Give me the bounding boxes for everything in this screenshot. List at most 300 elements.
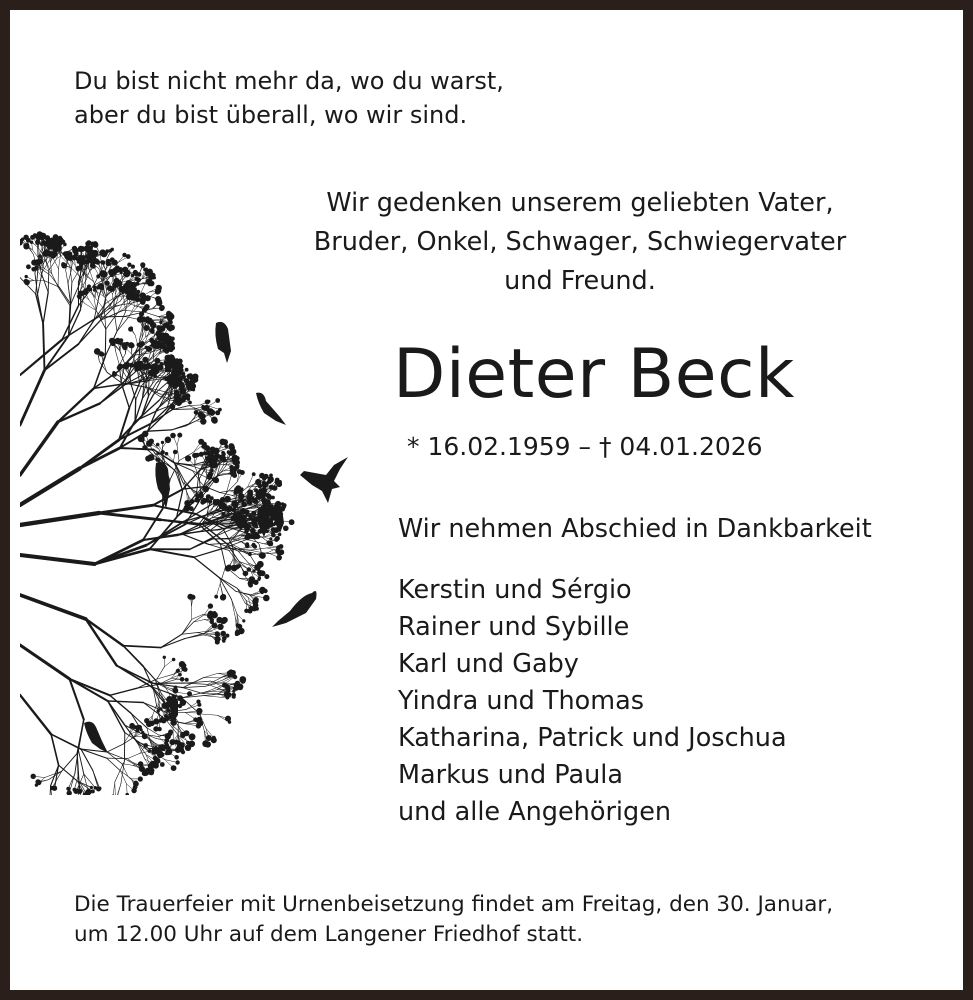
blossom (158, 326, 162, 330)
blossom (176, 740, 181, 745)
blossom (228, 451, 233, 456)
blossom (180, 700, 186, 706)
blossom (278, 533, 282, 537)
mourner-entry: Markus und Paula (398, 760, 623, 790)
tree-branch (182, 534, 209, 545)
blossom (212, 736, 216, 740)
tree-branch (99, 505, 153, 513)
blossom (190, 595, 195, 600)
blossom (52, 786, 57, 791)
blossom (43, 241, 48, 246)
blossom (142, 294, 146, 298)
tree-branch (115, 782, 116, 795)
blossom (50, 253, 56, 259)
blossom (140, 728, 143, 731)
blossom (170, 433, 176, 439)
blossom (168, 328, 172, 332)
tree-branch (20, 370, 45, 425)
blossom (150, 761, 155, 766)
blossom (184, 730, 190, 736)
blossom (247, 524, 251, 528)
blossom (72, 255, 78, 261)
blossom (205, 487, 209, 491)
blossom (187, 691, 192, 696)
blossom (136, 278, 141, 283)
blossom (90, 786, 93, 789)
blossom (139, 434, 143, 438)
blossom (160, 762, 165, 767)
blossom (233, 675, 237, 679)
blossom (146, 770, 151, 775)
blossom (54, 238, 60, 244)
blossom (180, 677, 185, 682)
blossom (118, 286, 125, 293)
blossom (200, 500, 205, 505)
tree-branch (128, 753, 140, 758)
tree-branch (203, 635, 216, 637)
blossom (170, 337, 174, 341)
blossom (133, 287, 137, 291)
tree-branch (229, 550, 239, 563)
blossom (143, 445, 148, 450)
blossom (24, 279, 30, 285)
blossom (202, 442, 207, 447)
blossom (220, 631, 226, 637)
blossom (27, 238, 30, 241)
blossom (35, 234, 39, 238)
blossom (149, 281, 155, 287)
blossom (117, 365, 122, 370)
blossom (174, 399, 179, 404)
tree-branch (103, 362, 107, 372)
blossom (248, 581, 253, 586)
tree-branch (123, 646, 161, 648)
blossom (173, 688, 179, 694)
blossom (40, 243, 43, 246)
blossom (253, 597, 259, 603)
blossom (120, 271, 123, 274)
blossom (275, 478, 280, 483)
tree-branch (41, 273, 48, 293)
tree-branch (196, 472, 199, 494)
blossom (205, 400, 210, 405)
blossom (264, 574, 269, 579)
tree-branch (101, 310, 124, 320)
tree-branch (123, 646, 143, 667)
tree-branch (200, 714, 218, 715)
blossom (212, 418, 218, 424)
blossom (72, 247, 76, 251)
blossom (31, 774, 36, 779)
tree-branch (107, 758, 121, 771)
blossom (263, 595, 270, 602)
blossom (252, 533, 255, 536)
blossom (26, 264, 31, 269)
blossom (231, 565, 238, 572)
blossom (127, 295, 131, 299)
mourner-entry: Karl und Gaby (398, 649, 579, 679)
blossom (131, 265, 135, 269)
blossom (39, 260, 43, 264)
blossom (189, 733, 196, 740)
tree-branch (122, 764, 128, 777)
blossom (247, 567, 252, 572)
blossom (267, 519, 273, 525)
tree-branch (20, 555, 95, 564)
blossom (42, 251, 47, 256)
intro-text (280, 184, 880, 301)
blossom (185, 455, 191, 461)
blossom (38, 254, 42, 258)
tree-branch (86, 619, 117, 666)
blossom (253, 545, 257, 549)
blossom (86, 261, 89, 264)
blossom (73, 788, 79, 794)
blossom (166, 340, 170, 344)
blossom (168, 344, 174, 350)
blossom (235, 632, 239, 636)
blossom (125, 793, 129, 795)
tree-branch (189, 405, 200, 406)
funeral-notice (74, 890, 833, 950)
blossom (268, 541, 274, 547)
blossom (165, 704, 169, 708)
blossom (260, 554, 264, 558)
tree-branch (51, 765, 59, 786)
tree-branch (117, 311, 126, 331)
blossom (159, 707, 162, 710)
tree-branch (48, 271, 49, 293)
blossom (266, 493, 271, 498)
blossom (43, 233, 46, 236)
blossom (274, 537, 279, 542)
blossom (261, 487, 267, 493)
blossom (188, 381, 191, 384)
blossom (105, 281, 110, 286)
tree-branch (116, 352, 120, 365)
blossom (227, 692, 232, 697)
mourner-entry: und alle Angehörigen (398, 797, 672, 827)
blossom (84, 246, 88, 250)
blossom (160, 717, 163, 720)
blossom (134, 368, 138, 372)
blossom (61, 240, 65, 244)
tree-branch (20, 695, 51, 734)
blossom (230, 471, 236, 477)
tree-branch (66, 270, 68, 283)
tree-branch (110, 688, 137, 695)
blossom (122, 345, 127, 350)
blossom (269, 485, 274, 490)
blossom (143, 743, 148, 748)
blossom (263, 589, 267, 593)
blossom (172, 658, 176, 662)
blossom (91, 789, 95, 793)
intro-line-2: Bruder, Onkel, Schwager, Schwiegervater (313, 227, 847, 257)
blossom (277, 550, 282, 555)
bird-icon (256, 393, 286, 425)
blossom (36, 240, 40, 244)
blossom (92, 241, 98, 247)
blossom (142, 431, 148, 437)
blossom (199, 492, 203, 496)
blossom (61, 263, 67, 269)
blossom (239, 676, 246, 683)
tree-branch (113, 782, 115, 795)
bird-icon (272, 591, 317, 627)
blossom (163, 656, 166, 659)
tree-branch (216, 584, 220, 597)
blossom (119, 338, 123, 342)
blossom (237, 489, 241, 493)
blossom (192, 453, 197, 458)
blossom (140, 300, 145, 305)
tree-branch (51, 734, 81, 749)
blossom (212, 623, 218, 629)
tree-branch (43, 324, 44, 370)
blossom (157, 364, 162, 369)
blossom (196, 700, 200, 704)
tree-branch (144, 312, 159, 317)
quote-line-2: aber du bist überall, wo wir sind. (74, 101, 468, 129)
blossom (109, 338, 115, 344)
tree-branch (99, 513, 161, 520)
tree-branch (68, 271, 71, 284)
blossom (124, 270, 130, 276)
blossom (233, 693, 236, 696)
blossom (148, 439, 153, 444)
tree-branch (20, 595, 86, 619)
blossom (150, 339, 155, 344)
blossom (251, 511, 256, 516)
blossom (220, 594, 226, 600)
blossom (276, 555, 282, 561)
tree-branch (185, 683, 208, 684)
blossom (181, 750, 185, 754)
blossom (106, 261, 111, 266)
blossom (231, 500, 237, 506)
blossom (58, 247, 62, 251)
hummingbird-icon (300, 457, 348, 503)
blossom (283, 526, 289, 532)
blossom (166, 313, 172, 319)
bird-icon (215, 322, 231, 363)
blossom (189, 506, 194, 511)
blossom (140, 341, 145, 346)
blossom (126, 280, 132, 286)
blossom (144, 325, 150, 331)
blossom (133, 725, 137, 729)
mourner-entry: Kerstin und Sérgio (398, 575, 632, 605)
tree-branch (182, 633, 198, 635)
blossom (224, 444, 228, 448)
blossom (142, 357, 148, 363)
tree-branch (129, 307, 137, 317)
tree-branch (177, 445, 179, 461)
blossom (206, 735, 212, 741)
blossom (157, 459, 160, 462)
blossom (138, 776, 143, 781)
tree-branch (183, 686, 206, 687)
intro-line-3: und Freund. (504, 266, 656, 296)
blossom (176, 669, 180, 673)
tree-branch (20, 513, 99, 525)
blossom (155, 288, 161, 294)
blossom (222, 439, 228, 445)
tree-branch (20, 277, 36, 294)
blossom (215, 457, 218, 460)
blossom (149, 721, 154, 726)
blossom (99, 351, 104, 356)
tree-branch (78, 720, 84, 750)
tree-branch (146, 382, 149, 396)
tree-branch (108, 701, 144, 703)
tree-branch (207, 685, 224, 692)
tree-branch (204, 673, 219, 677)
blossom (234, 686, 238, 690)
mourner-entry: Rainer und Sybille (398, 612, 630, 642)
tree-branch (58, 269, 59, 287)
blossom (209, 411, 214, 416)
tree-branch (38, 272, 43, 295)
blossom (49, 238, 54, 243)
tree-branch (117, 317, 129, 331)
blossom (289, 519, 295, 525)
mourners-list (398, 572, 787, 831)
mourner-entry: Yindra und Thomas (398, 686, 645, 716)
blossom (271, 496, 275, 500)
tree-branch (236, 591, 253, 595)
blossom (174, 380, 178, 384)
mourner-entry: Katharina, Patrick und Joschua (398, 723, 787, 753)
blossom (67, 790, 72, 795)
blossom (188, 401, 192, 405)
blossom (215, 631, 219, 635)
blossom (157, 709, 160, 712)
tree-branch (183, 688, 203, 694)
blossom (143, 306, 148, 311)
blossom (25, 243, 29, 247)
blossom (173, 450, 178, 455)
blossom (229, 465, 234, 470)
tree-branch (148, 430, 172, 431)
blossom (155, 358, 161, 364)
blossom (122, 253, 126, 257)
blossom (253, 602, 259, 608)
blossom (159, 305, 165, 311)
tree-branch (126, 759, 140, 767)
blossom (179, 381, 182, 384)
blossom (217, 624, 223, 630)
tree-branch (194, 548, 225, 557)
blossom (268, 476, 274, 482)
tree-branch (80, 440, 119, 469)
blossom (187, 374, 192, 379)
tree-branch (62, 753, 78, 771)
tree-branch (38, 295, 44, 324)
blossom (142, 733, 148, 739)
blossom (124, 365, 128, 369)
tree-branch (20, 340, 62, 375)
blossom (168, 730, 173, 735)
blossom (241, 515, 246, 520)
blossom (217, 620, 220, 623)
blossom (242, 619, 245, 622)
blossom (87, 240, 91, 244)
blossom (210, 452, 214, 456)
blossom (91, 250, 95, 254)
blossom (165, 369, 169, 373)
blossom (155, 296, 161, 302)
blossom (157, 341, 161, 345)
blossom (202, 415, 205, 418)
blossom (161, 450, 165, 454)
blossom (93, 288, 96, 291)
blossom (251, 517, 258, 524)
blossom (175, 760, 179, 764)
blossom (222, 639, 226, 643)
blossom (79, 263, 83, 267)
blossom (232, 690, 235, 693)
blossom (142, 316, 145, 319)
tree-branch (58, 388, 94, 422)
blossom (206, 494, 211, 499)
blossom (174, 755, 179, 760)
tree-branch (58, 403, 100, 422)
blossom (185, 678, 189, 682)
blossom (235, 681, 240, 686)
blossom (262, 481, 266, 485)
blossom (182, 663, 186, 667)
blossom (164, 714, 168, 718)
blossom (156, 443, 160, 447)
tree-branch (143, 667, 155, 681)
blossom (269, 537, 272, 540)
blossom (163, 360, 168, 365)
blossom (111, 270, 115, 274)
blossom (225, 685, 229, 689)
blossom (169, 362, 172, 365)
blossom (221, 451, 225, 455)
blossom (257, 570, 263, 576)
tree-branch (172, 426, 187, 430)
tree-branch (86, 619, 123, 646)
blossom (157, 727, 161, 731)
blossom (107, 285, 113, 291)
blossom (271, 533, 276, 538)
blossom (65, 252, 69, 256)
blossom (104, 251, 108, 255)
blossom (171, 765, 177, 771)
blossom (116, 282, 120, 286)
blossom (156, 452, 159, 455)
blossom (240, 508, 246, 514)
blossom (133, 271, 138, 276)
quote-line-1: Du bist nicht mehr da, wo du warst, (74, 67, 504, 95)
blossom (214, 595, 218, 599)
tree-branch (203, 696, 220, 698)
blossom (253, 580, 258, 585)
blossom (97, 260, 101, 264)
tree-branch (107, 752, 122, 764)
blossom (182, 395, 187, 400)
tree-branch (58, 287, 70, 306)
blossom (257, 578, 260, 581)
blossom (99, 270, 106, 277)
blossom (171, 405, 175, 409)
blossom (34, 266, 38, 270)
blossom (192, 376, 196, 380)
